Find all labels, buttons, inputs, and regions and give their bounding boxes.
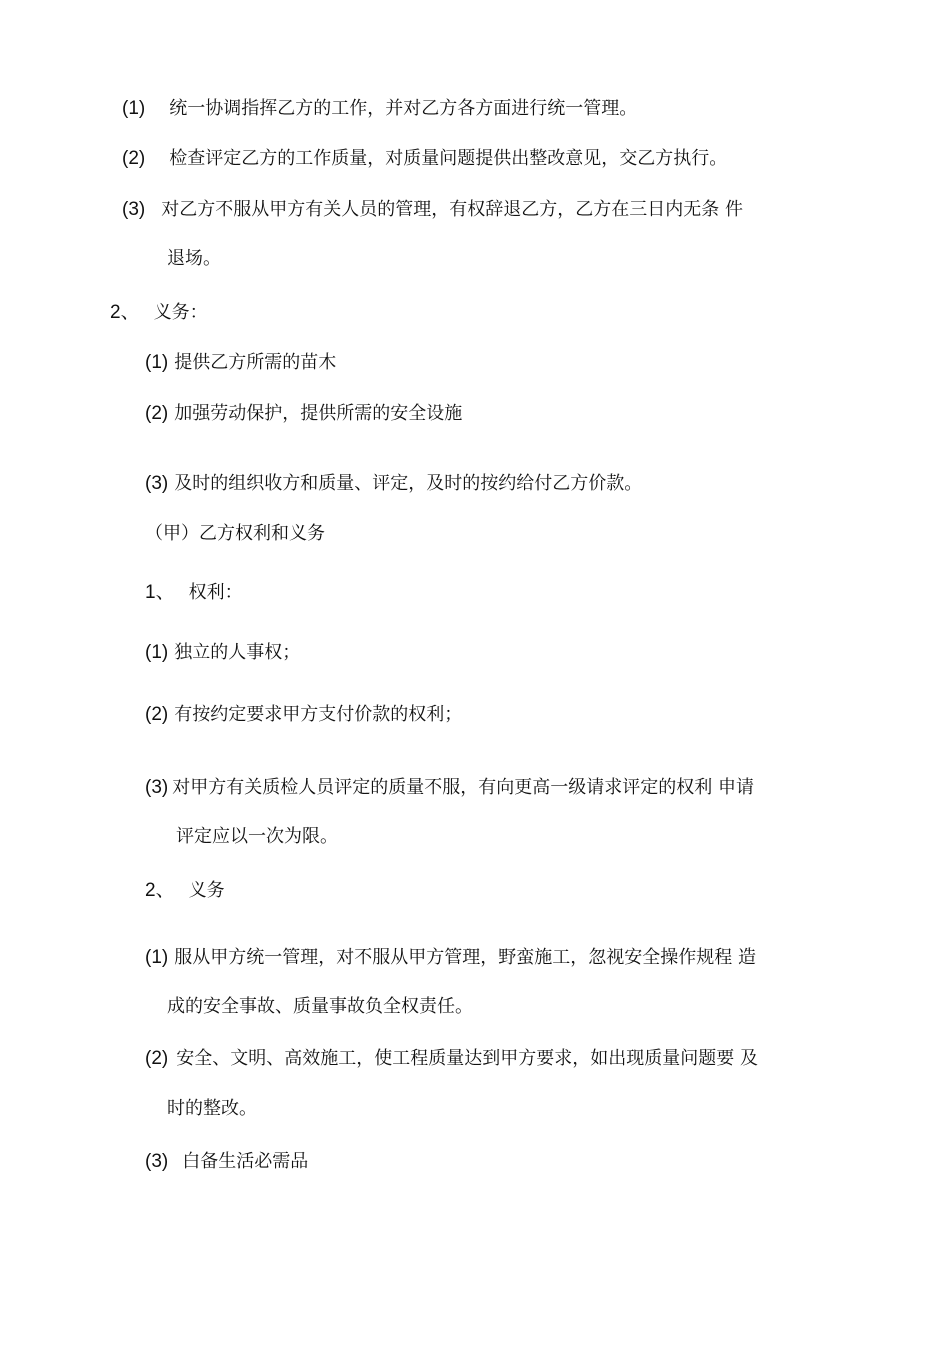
item-number: (3)	[145, 473, 169, 494]
item-text: 评定应以一次为限。	[176, 826, 338, 847]
item-text: 对乙方不服从甲方有关人员的管理，有权辞退乙方，乙方在三日内无条 件	[161, 199, 743, 220]
item-text: 加强劳动保护，提供所需的安全设施	[174, 403, 463, 424]
item-text: 白备生活必需品	[182, 1151, 309, 1172]
duty-item-2	[145, 402, 462, 426]
section-title: 义务：	[153, 302, 208, 323]
duty-b-item-2	[145, 1047, 758, 1071]
item-text: 独立的人事权；	[174, 642, 301, 663]
right-item-1	[122, 97, 637, 121]
duty-b-item-1-continuation	[167, 995, 473, 1019]
duties-heading-b	[145, 879, 225, 903]
item-number: (1)	[145, 642, 169, 663]
item-text: 安全、文明、高效施工，使工程质量达到甲方要求，如出现质量问题要 及	[176, 1048, 758, 1069]
duty-b-item-1	[145, 946, 756, 970]
rights-item-3-continuation	[176, 825, 338, 849]
section-title: 权利：	[188, 582, 243, 603]
item-text: 统一协调指挥乙方的工作，并对乙方各方面进行统一管理。	[169, 98, 638, 119]
right-item-2	[122, 147, 727, 171]
item-text: 提供乙方所需的苗木	[174, 352, 337, 373]
rights-heading	[145, 581, 243, 605]
heading-text: （甲）乙方权利和义务	[145, 523, 325, 544]
item-number: (3)	[145, 777, 169, 798]
item-text: 有按约定要求甲方支付价款的权利；	[174, 704, 463, 725]
duty-item-1	[145, 351, 336, 375]
item-text: 及时的组织收方和质量、评定，及时的按约给付乙方价款。	[174, 473, 643, 494]
section-title: 义务	[188, 880, 225, 901]
item-number: (2)	[145, 403, 169, 424]
item-number: (1)	[122, 98, 146, 119]
item-number: (3)	[122, 199, 146, 220]
item-text: 成的安全事故、质量事故负全权责任。	[167, 996, 473, 1017]
item-text: 时的整改。	[167, 1098, 257, 1119]
item-number: (3)	[145, 1151, 169, 1172]
item-number: (2)	[122, 148, 146, 169]
item-text: 检查评定乙方的工作质量，对质量问题提供出整改意见，交乙方执行。	[169, 148, 728, 169]
section-number: 1、	[145, 582, 175, 603]
party-b-heading	[145, 522, 325, 546]
right-item-3-continuation	[167, 247, 221, 271]
rights-item-1	[145, 641, 300, 665]
duty-item-3	[145, 472, 642, 496]
item-number: (1)	[145, 352, 169, 373]
duty-b-item-3	[145, 1150, 308, 1174]
rights-item-2	[145, 703, 462, 727]
right-item-3	[122, 198, 743, 222]
item-number: (2)	[145, 1048, 169, 1069]
item-number: (2)	[145, 704, 169, 725]
rights-item-3	[145, 776, 754, 800]
section-duties-heading	[110, 301, 208, 325]
item-text: 对甲方有关质检人员评定的质量不服，有向更高一级请求评定的权利 申请	[172, 777, 754, 798]
duty-b-item-2-continuation	[167, 1097, 257, 1121]
item-text: 退场。	[167, 248, 221, 269]
item-text: 服从甲方统一管理，对不服从甲方管理，野蛮施工，忽视安全操作规程 造	[174, 947, 756, 968]
section-number: 2、	[145, 880, 175, 901]
item-number: (1)	[145, 947, 169, 968]
section-number: 2、	[110, 302, 140, 323]
